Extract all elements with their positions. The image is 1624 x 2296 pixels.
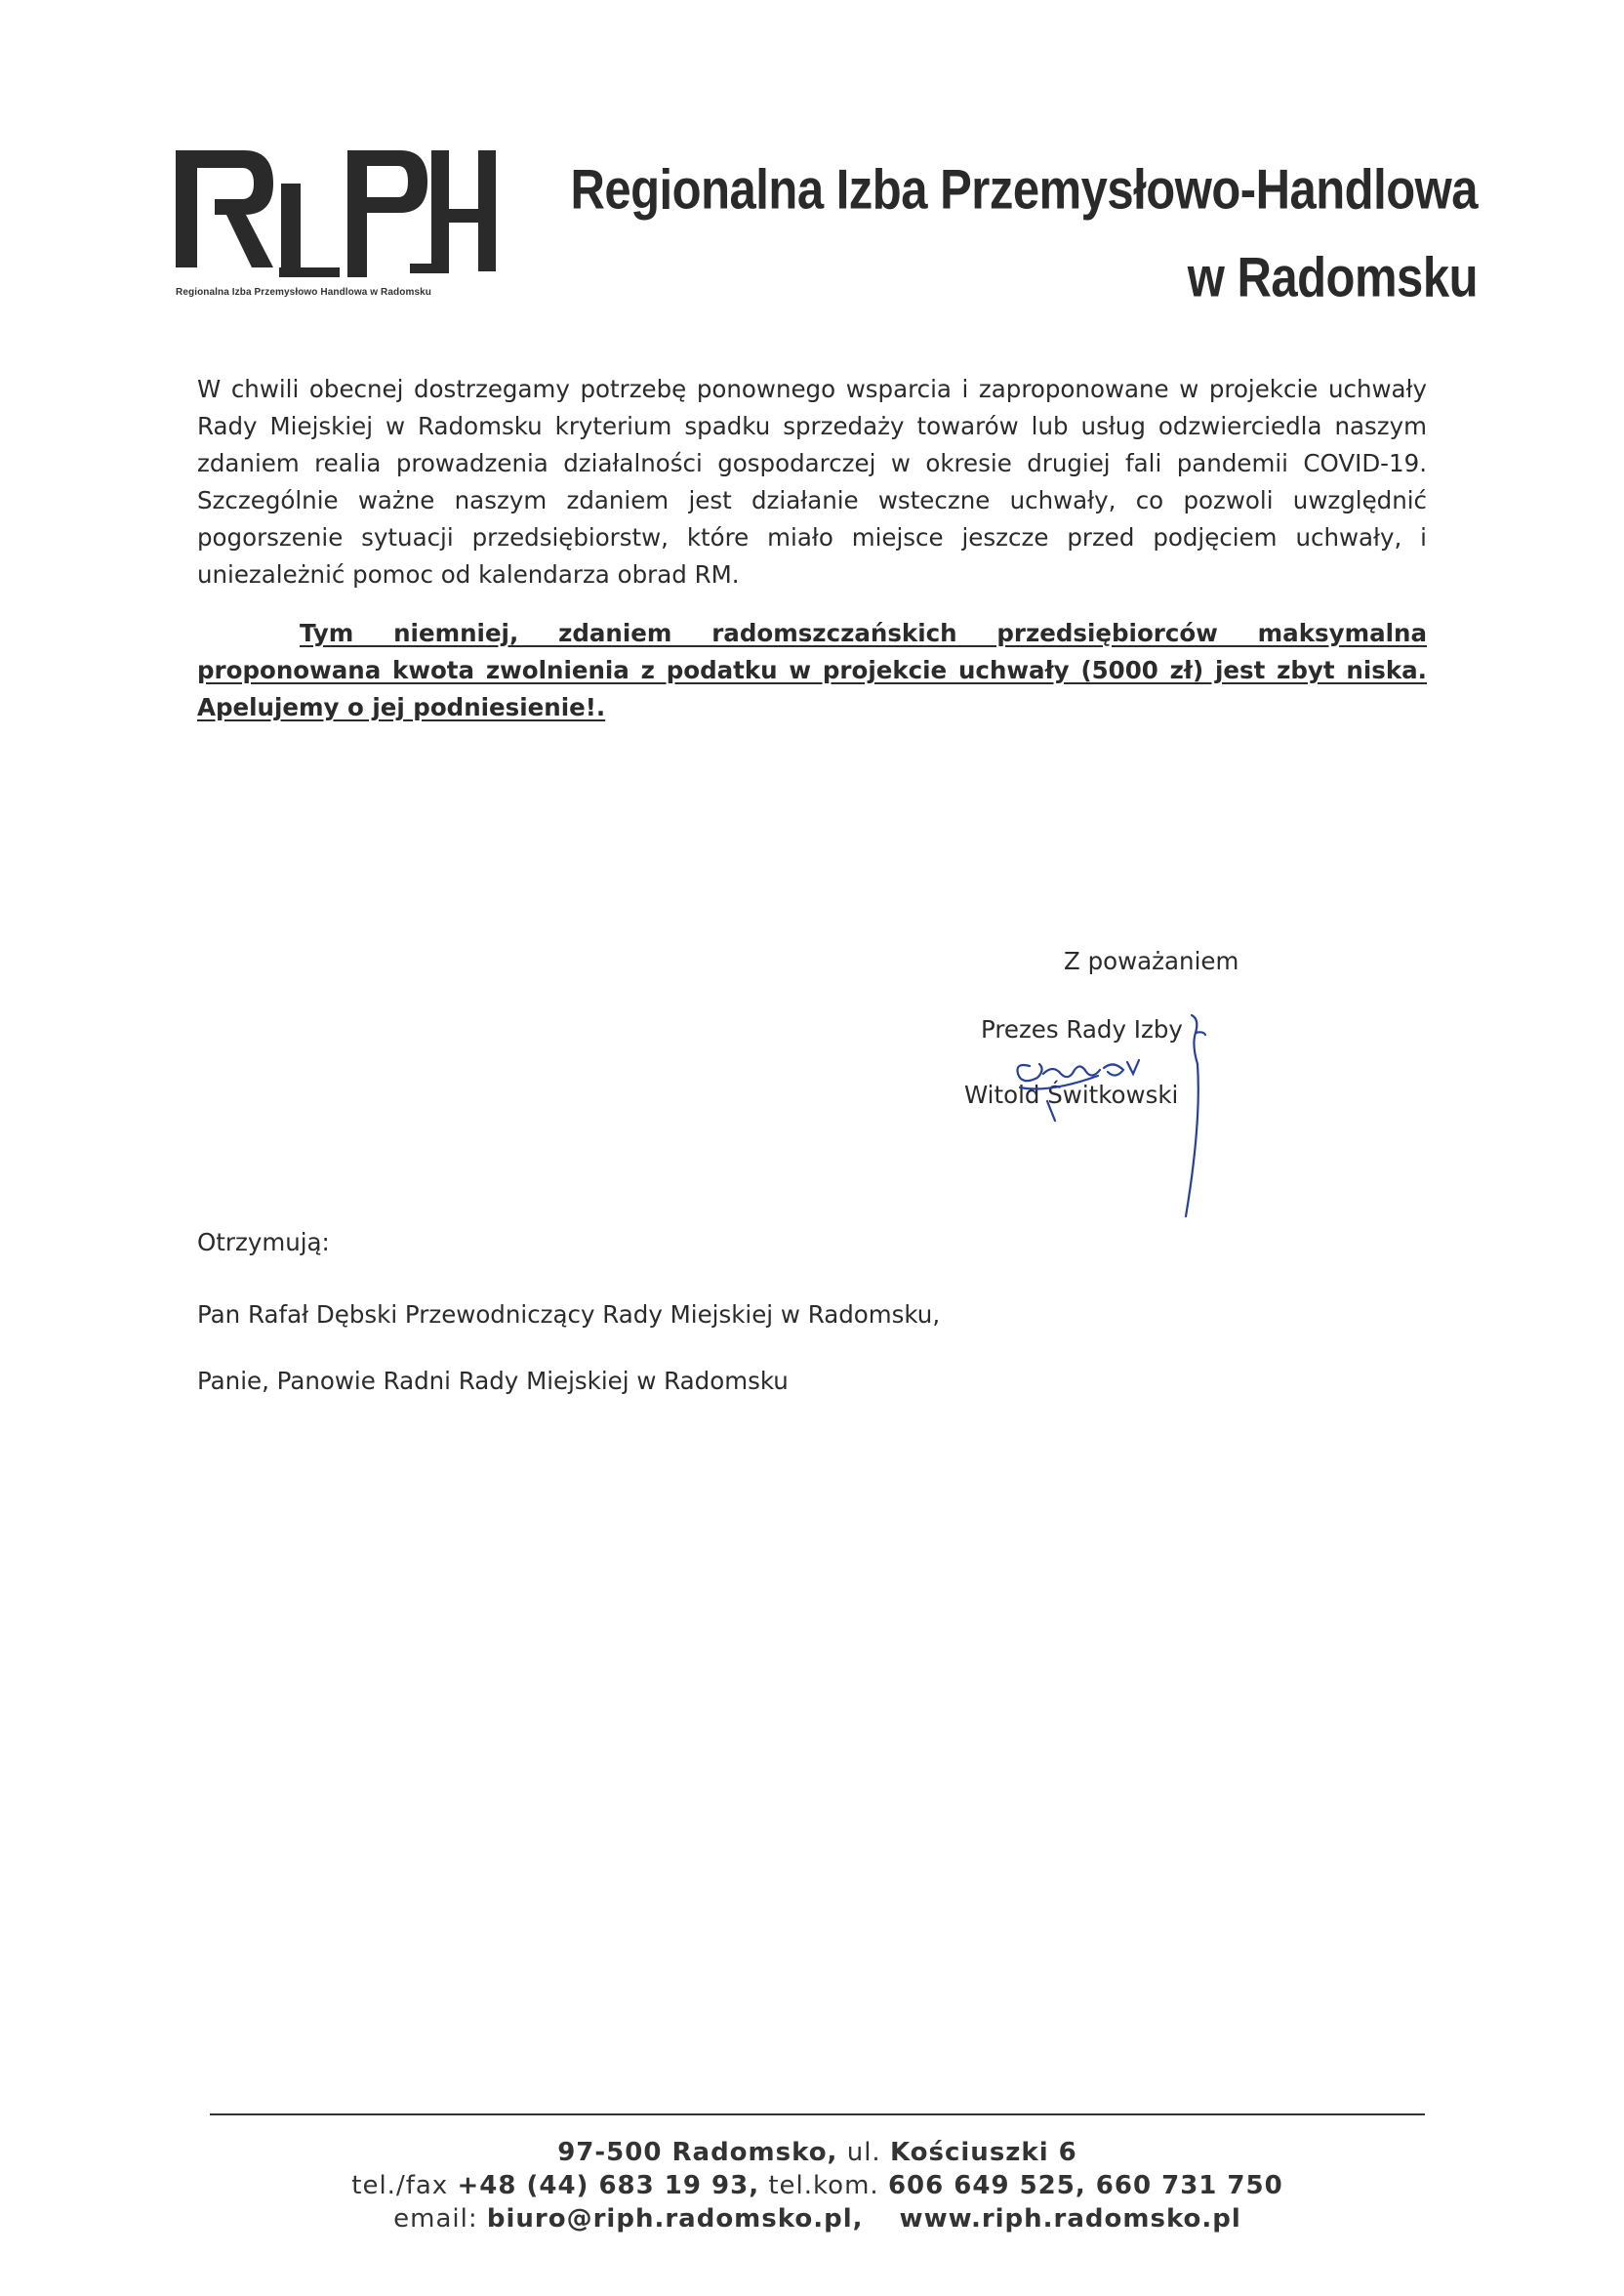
handwritten-signature — [961, 1005, 1235, 1230]
recipients-label: Otrzymują: — [197, 1228, 330, 1256]
signatory-title: Prezes Rady Izby — [981, 1015, 1183, 1044]
footer-street-prefix: ul. — [837, 2138, 890, 2167]
footer-mobile-label: tel.kom. — [759, 2171, 888, 2200]
letter-body — [197, 371, 1427, 726]
footer-postal-city: 97-500 Radomsko, — [557, 2138, 838, 2167]
org-name-line-1: Regionalna Izba Przemysłowo-Handlowa — [570, 158, 1478, 222]
footer-divider — [210, 2113, 1425, 2115]
footer-email-link[interactable]: biuro@riph.radomsko.pl, — [486, 2204, 864, 2234]
footer-street: Kościuszki 6 — [889, 2138, 1077, 2167]
closing-salutation: Z poważaniem — [1064, 947, 1239, 975]
footer-mobile-numbers: 606 649 525, 660 731 750 — [887, 2171, 1283, 2200]
recipient-item: Pan Rafał Dębski Przewodniczący Rady Miejskiej w Radomsku, — [197, 1300, 941, 1329]
body-paragraph-1: W chwili obecnej dostrzegamy potrzebę ponownego wsparcia i zaproponowane w projekcie uchwały Rady Miejskiej w Radomsku kryterium spadku sprzedaży towarów lub usług odzwierciedla naszym zdaniem realia prowadzenia działalności gospodarczej w okresie drugiej fali pandemii COVID-19. Szczególnie ważne naszym zdaniem jest działanie wsteczne uchwały, co pozwoli uwzględnić pogorszenie sytuacji przedsiębiorstw, które miało miejsce jeszcze przed podjęciem uchwały, i uniezależnić pomoc od kalendarza obrad RM. — [197, 375, 1427, 589]
org-name-line-2: w Radomsku — [1187, 246, 1478, 309]
footer-contact — [210, 2136, 1425, 2235]
footer-website-link[interactable]: www.riph.radomsko.pl — [899, 2204, 1241, 2234]
footer-fax-number: +48 (44) 683 19 93, — [457, 2171, 760, 2200]
riph-logo — [176, 144, 498, 301]
riph-logo-mark — [176, 144, 498, 281]
signatory-name: Witold Świtkowski — [964, 1081, 1179, 1109]
footer-online — [210, 2202, 1425, 2235]
footer-fax-label: tel./fax — [351, 2171, 458, 2200]
recipient-item: Panie, Panowie Radni Rady Miejskiej w Radomsku — [197, 1367, 789, 1395]
footer-address — [210, 2136, 1425, 2169]
body-paragraph-2-emphasis: Tym niemniej, zdaniem radomszczańskich przedsiębiorców maksymalna proponowana kwota zwolnienia z podatku w projekcie uchwały (5000 zł) jest zbyt niska. Apelujemy o jej podniesienie!. — [197, 619, 1427, 721]
footer-email-label: email: — [393, 2204, 487, 2234]
organization-name — [502, 146, 1478, 321]
logo-caption: Regionalna Izba Przemysłowo Handlowa w Radomsku — [176, 287, 431, 298]
footer-phones — [210, 2169, 1425, 2202]
